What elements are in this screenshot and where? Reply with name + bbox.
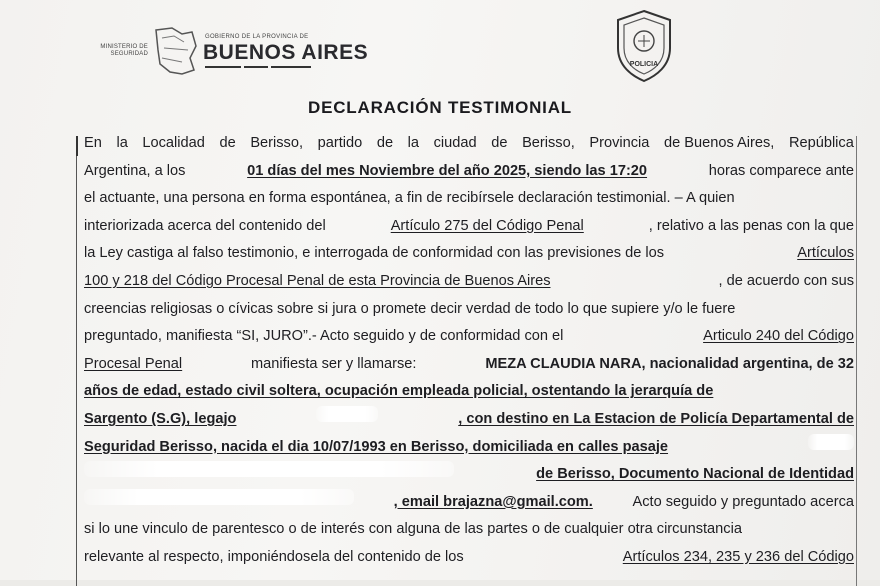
declarant-name: MEZA CLAUDIA NARA, nacionalidad argentina, de 32 — [485, 355, 854, 372]
article-ref: 100 y 218 del Código Procesal Penal de esta Provincia de Buenos Aires — [84, 272, 551, 289]
badge-text: POLICIA — [629, 61, 659, 68]
logo-stripes — [205, 66, 325, 71]
text-line: relevante al respecto, imponiéndosela del contenido de los Artículos 234, 235 y 236 del Código — [84, 544, 854, 572]
ministry-label: MINISTERIO DE SEGURIDAD — [100, 44, 148, 57]
redaction — [84, 489, 354, 505]
article-ref: Articulo 240 del Código — [703, 328, 854, 345]
government-label: GOBIERNO DE LA PROVINCIA DE — [205, 34, 309, 40]
article-ref: Artículos — [797, 245, 854, 262]
letterhead — [0, 0, 880, 90]
text-line: 100 y 218 del Código Procesal Penal de esta Provincia de Buenos Aires , de acuerdo con sus — [84, 268, 854, 296]
text-line: si lo une vinculo de parentesco o de interés con alguna de las partes o de cualquier otra circunstancia — [84, 521, 742, 538]
border-left — [76, 136, 77, 586]
province-map-icon — [152, 24, 198, 78]
text-line: , email brajazna@gmail.com. Acto seguido y preguntado acerca — [84, 489, 854, 517]
police-badge-icon — [612, 8, 676, 84]
border-right — [856, 136, 857, 586]
text-line: el actuante, una persona en forma espontánea, a fin de recibírsele declaración testimonial. – A quien — [84, 190, 735, 207]
redaction — [84, 461, 454, 477]
document-title: DECLARACIÓN TESTIMONIAL — [308, 98, 572, 117]
document-body — [84, 130, 854, 572]
text-line: Procesal Penal manifiesta ser y llamarse: MEZA CLAUDIA NARA, nacionalidad argentina, de 32 — [84, 351, 854, 379]
text-line: años de edad, estado civil soltera, ocupación empleada policial, ostentando la jerarquía de — [84, 383, 714, 400]
text-line: Sargento (S.G), legajo , con destino en La Estacion de Policía Departamental de — [84, 406, 854, 434]
text-line: Seguridad Berisso, nacida el dia 10/07/1993 en Berisso, domiciliada en calles pasaje — [84, 434, 854, 462]
text-line: creencias religiosas o cívicas sobre si jura o promete decir verdad de todo lo que supiere y/o le fuere — [84, 300, 736, 317]
article-ref: Procesal Penal — [84, 355, 183, 372]
text-line: interiorizada acerca del contenido del Artículo 275 del Código Penal , relativo a las penas con la que — [84, 213, 854, 241]
text-line: la Ley castiga al falso testimonio, e interrogada de conformidad con las previsiones de los Artículos — [84, 240, 854, 268]
border-mark — [76, 136, 78, 156]
text-line: de Berisso, Documento Nacional de Identidad — [84, 461, 854, 489]
article-ref: Artículos 234, 235 y 236 del Código — [622, 548, 854, 565]
redaction — [316, 406, 378, 422]
email-text: , email brajazna@gmail.com. — [393, 493, 593, 510]
article-ref: Artículo 275 del Código Penal — [390, 217, 584, 234]
redaction — [808, 434, 854, 450]
province-name: BUENOS AIRES — [203, 41, 369, 64]
text-line: En la Localidad de Berisso, partido de la ciudad de Berisso, Provincia de Buenos Aires, República — [84, 135, 854, 151]
date-text: 01 días del mes Noviembre del año 2025, siendo las 17:20 — [247, 162, 648, 179]
text-line: preguntado, manifiesta “SI, JURO”.- Acto seguido y de conformidad con el Articulo 240 del Código — [84, 323, 854, 351]
text-line: Argentina, a los 01 días del mes Noviembre del año 2025, siendo las 17:20 horas comparece ante — [84, 158, 854, 186]
